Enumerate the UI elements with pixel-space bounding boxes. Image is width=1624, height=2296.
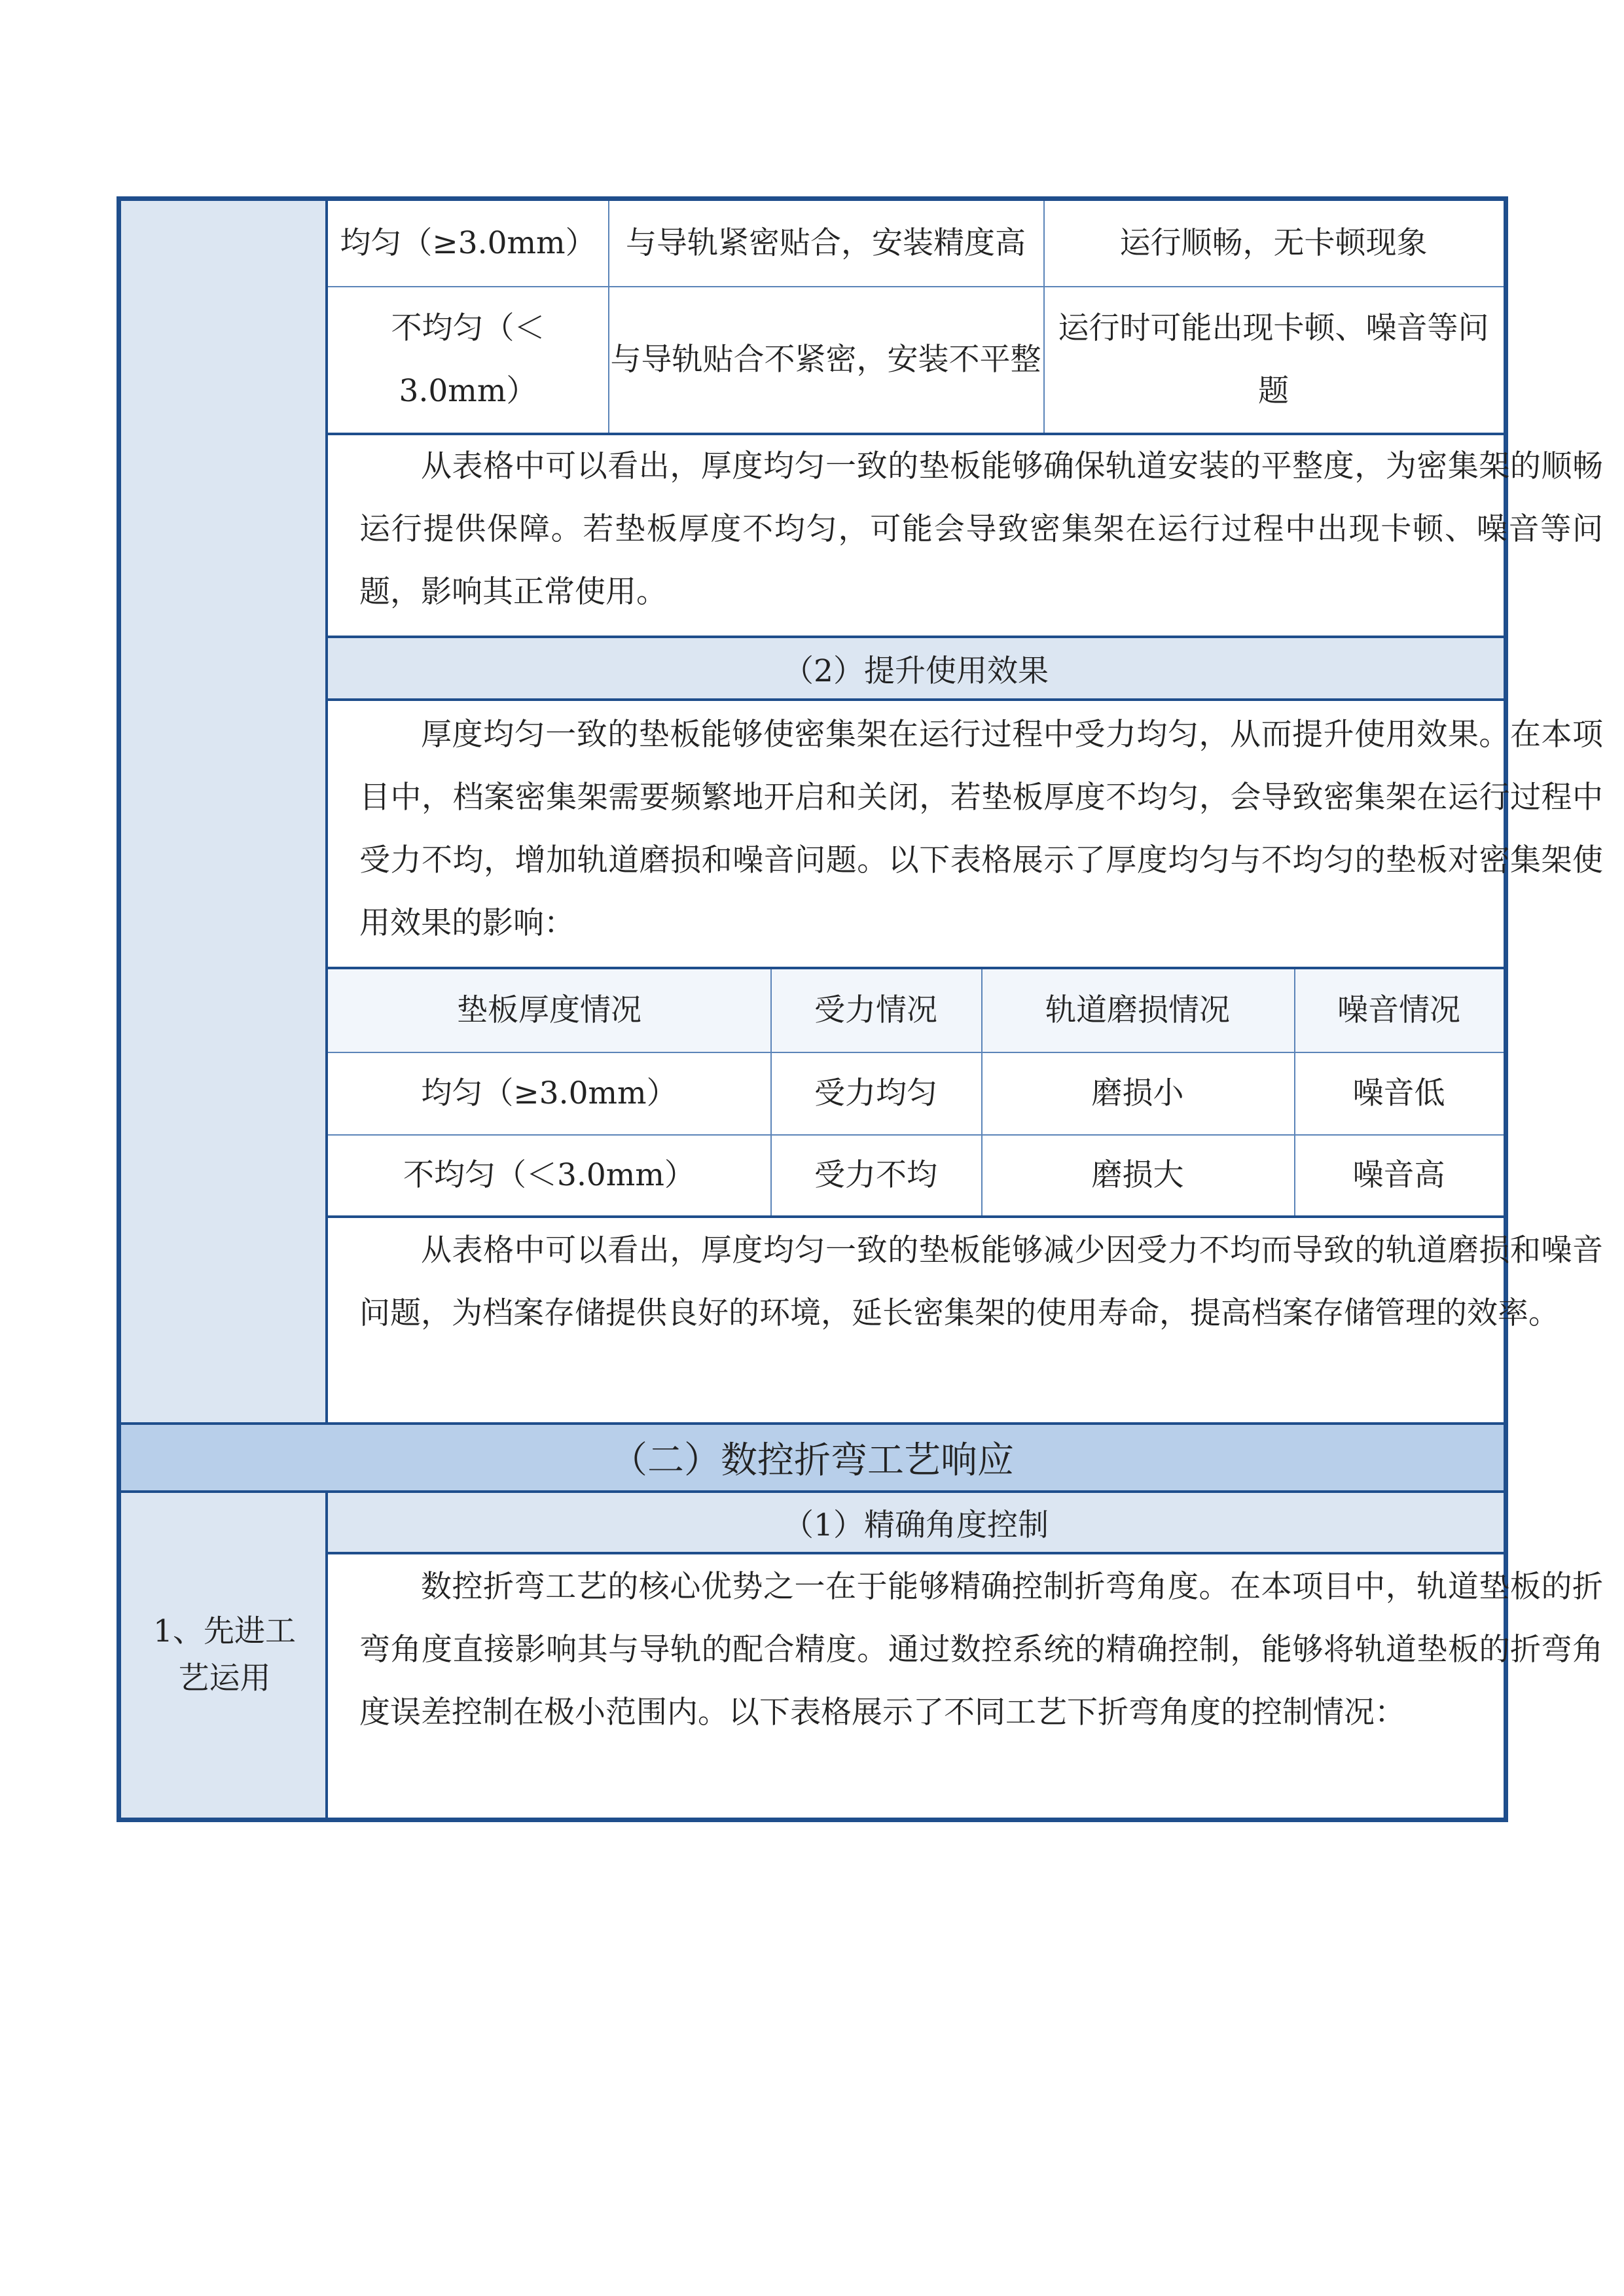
table2-row1-thickness: 均匀（≥3.0mm）: [421, 1075, 677, 1111]
table1-row1-result: 运行顺畅，无卡顿现象: [1119, 225, 1428, 261]
table1-row2-thickness: 不均匀（＜3.0mm）: [391, 310, 545, 409]
paragraph-3: 从表格中可以看出，厚度均匀一致的垫板能够减少因受力不均而导致的轨道磨损和噪音问题，为档案存储提供良好的环境，延长密集架的使用寿命，提高档案存储管理的效率。: [359, 1232, 1603, 1331]
section-title: （二）数控折弯工艺响应: [121, 1425, 1504, 1490]
table2-header-wear: 轨道磨损情况: [1045, 992, 1230, 1028]
paragraph-4: 数控折弯工艺的核心优势之一在于能够精确控制折弯角度。在本项目中，轨道垫板的折弯角度直接影响其与导轨的配合精度。通过数控系统的精确控制，能够将轨道垫板的折弯角度误差控制在极小范围内。以下表格展示了不同工艺下折弯角度的控制情况：: [359, 1569, 1603, 1731]
table2-row2-thickness: 不均匀（＜3.0mm）: [403, 1157, 695, 1193]
table2-row2-wear: 磨损大: [1091, 1157, 1184, 1193]
subheading-section2: （1）精确角度控制: [328, 1493, 1504, 1552]
table2-header-force: 受力情况: [814, 992, 937, 1028]
table2-row1-noise: 噪音低: [1352, 1075, 1445, 1111]
table1-row2-fit: 与导轨贴合不紧密，安装不平整: [610, 342, 1041, 378]
document-table-frame: [117, 196, 1603, 1822]
table2-header-noise: 噪音情况: [1337, 992, 1460, 1028]
table1-row1-thickness: 均匀（≥3.0mm）: [340, 225, 596, 261]
left-column-upper: [121, 201, 328, 1425]
left-label: 1、先进工艺运用: [153, 1613, 296, 1696]
table2-row1-force: 受力均匀: [814, 1075, 937, 1111]
table2-row2-noise: 噪音高: [1352, 1157, 1445, 1193]
paragraph-2: 厚度均匀一致的垫板能够使密集架在运行过程中受力均匀，从而提升使用效果。在本项目中，档案密集架需要频繁地开启和关闭，若垫板厚度不均匀，会导致密集架在运行过程中受力不均，增加轨道磨损和噪音问题。以下表格展示了厚度均匀与不均匀的垫板对密集架使用效果的影响：: [359, 717, 1603, 941]
table2-row1-wear: 磨损小: [1091, 1075, 1184, 1111]
table1-row2-result: 运行时可能出现卡顿、噪音等问题: [1058, 310, 1489, 409]
paragraph-1: 从表格中可以看出，厚度均匀一致的垫板能够确保轨道安装的平整度，为密集架的顺畅运行提供保障。若垫板厚度不均匀，可能会导致密集架在运行过程中出现卡顿、噪音等问题，影响其正常使用。: [359, 448, 1603, 610]
table2-header-thickness: 垫板厚度情况: [457, 992, 641, 1028]
table1-row1-fit: 与导轨紧密贴合，安装精度高: [626, 225, 1026, 261]
table2-row2-force: 受力不均: [814, 1157, 937, 1193]
subheading-2: （2）提升使用效果: [328, 638, 1504, 698]
